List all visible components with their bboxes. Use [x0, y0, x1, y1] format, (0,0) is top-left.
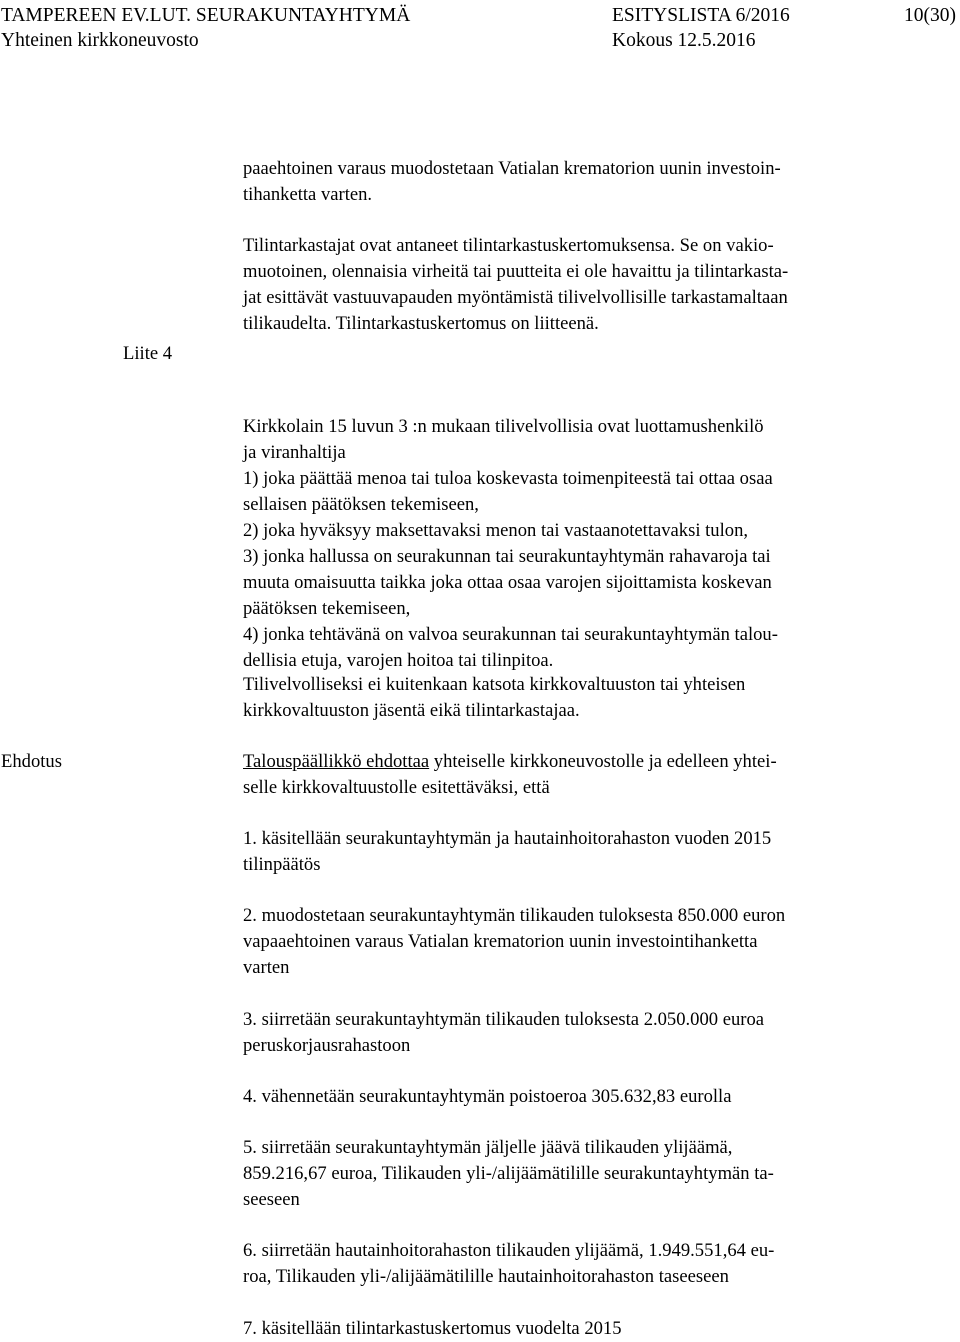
proposal-item-6: [243, 1238, 959, 1290]
header-agenda: ESITYSLISTA 6/2016: [612, 5, 790, 26]
header-meeting-date: Kokous 12.5.2016: [612, 30, 756, 51]
text-line: muuta omaisuutta taikka joka ottaa osaa varojen sijoittamista koskevan: [243, 572, 772, 593]
text-line: 7. käsitellään tilintarkastuskertomus vuodelta 2015: [243, 1318, 622, 1339]
proposal-lead-rest: yhteiselle kirkkoneuvostolle ja edelleen yhtei-: [429, 751, 777, 772]
text-line: peruskorjausrahastoon: [243, 1035, 411, 1056]
header-organization: TAMPEREEN EV.LUT. SEURAKUNTAYHTYMÄ: [1, 5, 411, 26]
text-line: roa, Tilikauden yli-/alijäämätilille hautainhoitorahaston taseeseen: [243, 1266, 729, 1287]
text-line: [243, 749, 959, 775]
text-line: 1. käsitellään seurakuntayhtymän ja hautainhoitorahaston vuoden 2015: [243, 828, 772, 849]
text-line: sellaisen päätöksen tekemiseen,: [243, 494, 479, 515]
proposer-underlined: Talouspäällikkö ehdottaa: [243, 751, 430, 772]
text-line: 859.216,67 euroa, Tilikauden yli-/alijäämätilille seurakuntayhtymän ta-: [243, 1163, 774, 1184]
text-line: 3. siirretään seurakuntayhtymän tilikauden tuloksesta 2.050.000 euroa: [243, 1009, 765, 1030]
text-line: paaehtoinen varaus muodostetaan Vatialan krematorion uunin investoin-: [243, 158, 781, 179]
text-line: päätöksen tekemiseen,: [243, 598, 411, 619]
proposal-label: Ehdotus: [1, 751, 62, 772]
text-line: 2. muodostetaan seurakuntayhtymän tilikauden tuloksesta 850.000 euron: [243, 905, 786, 926]
paragraph-audit-report: [243, 233, 959, 337]
text-line: selle kirkkovaltuustolle esitettäväksi, että: [243, 777, 550, 798]
paragraph-exclusion: [243, 672, 959, 724]
text-line: tihanketta varten.: [243, 184, 373, 205]
text-line: 1) joka päättää menoa tai tuloa koskevasta toimenpiteestä tai ottaa osaa: [243, 468, 773, 489]
text-line: dellisia etuja, varojen hoitoa tai tilinpitoa.: [243, 650, 554, 671]
proposal-lead: [243, 749, 959, 801]
text-line: Tilivelvolliseksi ei kuitenkaan katsota kirkkovaltuuston tai yhteisen: [243, 674, 746, 695]
text-line: tilinpäätös: [243, 854, 321, 875]
proposal-item-3: [243, 1007, 959, 1059]
text-line: ja viranhaltija: [243, 442, 346, 463]
text-line: varten: [243, 957, 290, 978]
text-line: 2) joka hyväksyy maksettavaksi menon tai vastaanotettavaksi tulon,: [243, 520, 749, 541]
text-line: Tilintarkastajat ovat antaneet tilintarkastuskertomuksensa. Se on vakio-: [243, 235, 774, 256]
text-line: 6. siirretään hautainhoitorahaston tilikauden ylijäämä, 1.949.551,64 eu-: [243, 1240, 775, 1261]
proposal-item-5: [243, 1135, 959, 1213]
paragraph-church-law: [243, 414, 959, 674]
proposal-item-2: [243, 903, 959, 981]
text-line: seeseen: [243, 1189, 300, 1210]
paragraph-reserve-continuation: [243, 156, 959, 208]
text-line: kirkkovaltuuston jäsentä eikä tilintarkastajaa.: [243, 700, 580, 721]
text-line: 5. siirretään seurakuntayhtymän jäljelle jäävä tilikauden ylijäämä,: [243, 1137, 733, 1158]
header-page-number: 10(30): [904, 5, 956, 26]
text-line: 4) jonka tehtävänä on valvoa seurakunnan tai seurakuntayhtymän talou-: [243, 624, 778, 645]
text-line: jat esittävät vastuuvapauden myöntämistä tilivelvollisille tarkastamaltaan: [243, 287, 788, 308]
text-line: vapaaehtoinen varaus Vatialan krematorion uunin investointihanketta: [243, 931, 758, 952]
text-line: 4. vähennetään seurakuntayhtymän poistoeroa 305.632,83 eurolla: [243, 1086, 732, 1107]
text-line: 3) jonka hallussa on seurakunnan tai seurakuntayhtymän rahavaroja tai: [243, 546, 771, 567]
attachment-label: Liite 4: [123, 343, 173, 364]
proposal-item-7: [243, 1316, 959, 1342]
proposal-item-1: [243, 826, 959, 878]
proposal-item-4: [243, 1084, 959, 1110]
header-body-name: Yhteinen kirkkoneuvosto: [1, 30, 199, 51]
text-line: muotoinen, olennaisia virheitä tai puutteita ei ole havaittu ja tilintarkasta-: [243, 261, 789, 282]
text-line: Kirkkolain 15 luvun 3 :n mukaan tilivelvollisia ovat luottamushenkilö: [243, 416, 764, 437]
text-line: tilikaudelta. Tilintarkastuskertomus on liitteenä.: [243, 313, 599, 334]
